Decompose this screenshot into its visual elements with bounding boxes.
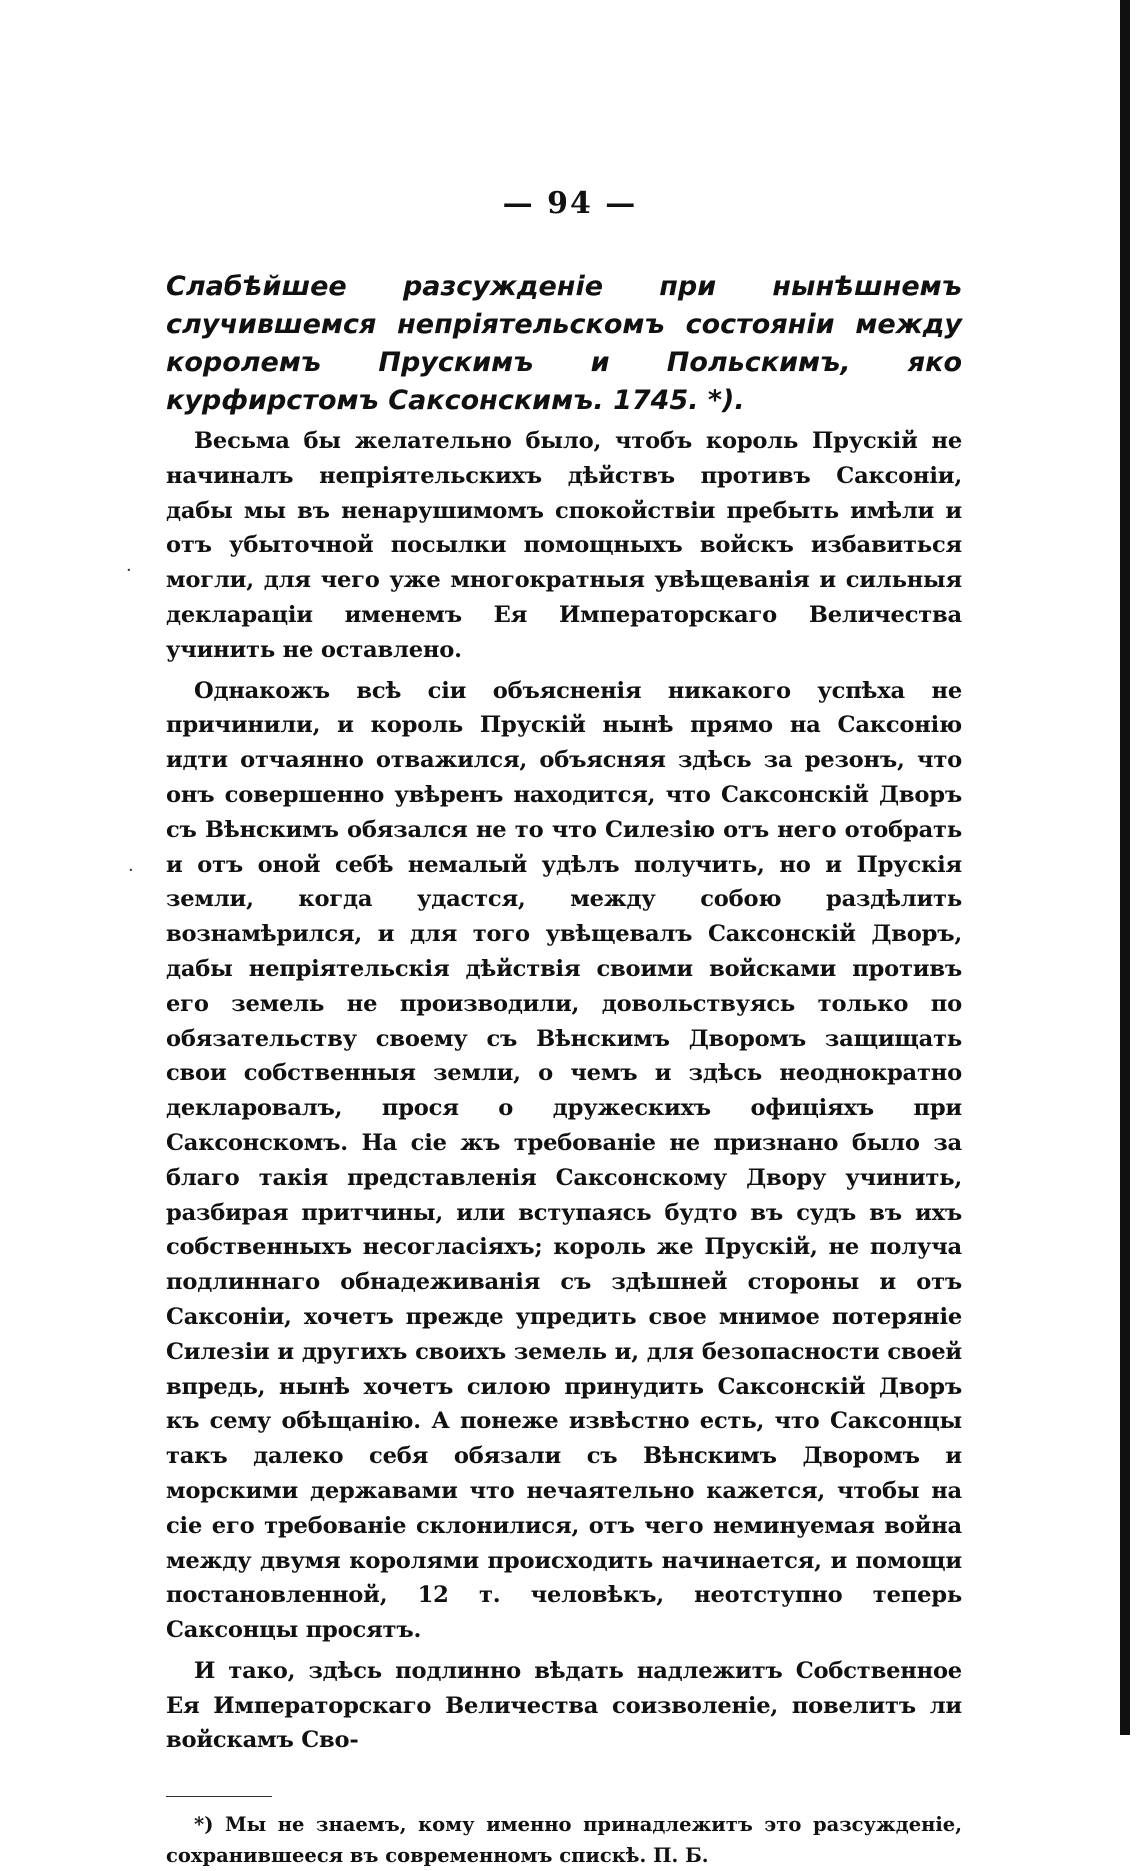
- page-body: [166, 268, 962, 1871]
- page-edge-shadow: [1120, 0, 1130, 1735]
- margin-speck: ·: [126, 560, 132, 581]
- footnote: *) Мы не знаемъ, кому именно принадлежитъ это разсужденіе, сохранившееся въ современномъ спискѣ. П. Б.: [166, 1813, 962, 1868]
- page-number: — 94 —: [502, 186, 638, 221]
- margin-speck: ·: [128, 860, 134, 881]
- paragraph-1: Весьма бы желательно было, чтобъ король Прускій не начиналъ непріятельскихъ дѣйствъ противъ Саксоніи, дабы мы въ ненарушимомъ спокойствіи пребыть имѣли и отъ убыточной посылки помощныхъ войскъ избавиться могли, для чего уже многократныя увѣщеванія и сильныя деклараціи именемъ Ея Императорскаго Величества учинить не оставлено.: [166, 428, 962, 663]
- document-title: Слабѣйшее разсужденіе при нынѣшнемъ случившемся непріятельскомъ состояніи между королемъ Прускимъ и Польскимъ, яко курфирстомъ Саксонскимъ. 1745. *).: [166, 271, 962, 416]
- paragraph-2: Однакожъ всѣ сіи объясненія никакого успѣха не причинили, и король Прускій нынѣ прямо на Саксонію идти отчаянно отважился, объясняя здѣсь за резонъ, что онъ совершенно увѣренъ находится, что Саксонскій Дворъ съ Вѣнскимъ обязался не то что Силезію отъ него отобрать и отъ оной себѣ немалый удѣлъ получить, но и Прускія земли, когда удастся, между собою раздѣлить вознамѣрился, и для того увѣщевалъ Саксонскій Дворъ, дабы непріятельскія дѣйствія своими войсками противъ его земель не производили, довольствуясь только по обязательству своему съ Вѣнскимъ Дворомъ защищать свои собственныя земли, о чемъ и здѣсь неоднократно декларовалъ, прося о дружескихъ офиціяхъ при Саксонскомъ. На сіе жъ требованіе не признано было за благо такія представленія Саксонскому Двору учинить, разбирая притчины, или вступаясь будто въ судъ въ ихъ собственныхъ несогласіяхъ; король же Прускій, не получа подлиннаго обнадеживанія съ здѣшней стороны и отъ Саксоніи, хочетъ прежде упредить свое мнимое потеряніе Силезіи и другихъ своихъ земель и, для безопасности своей впредь, нынѣ хочетъ силою принудить Саксонскій Дворъ къ сему обѣщанію. А понеже извѣстно есть, что Саксонцы такъ далеко себя обязали съ Вѣнскимъ Дворомъ и морскими державами что нечаятельно кажется, чтобы на сіе его требованіе склонилися, отъ чего неминуемая война между двумя королями происходить начинается, и помощи постановленной, 12 т. человѣкъ, неотступно теперь Саксонцы просятъ.: [166, 677, 962, 1644]
- footnote-divider: [166, 1796, 272, 1797]
- paragraph-3: И тако, здѣсь подлинно вѣдать надлежитъ Собственное Ея Императорскаго Величества соизволеніе, повелитъ ли войскамъ Сво-: [166, 1657, 962, 1754]
